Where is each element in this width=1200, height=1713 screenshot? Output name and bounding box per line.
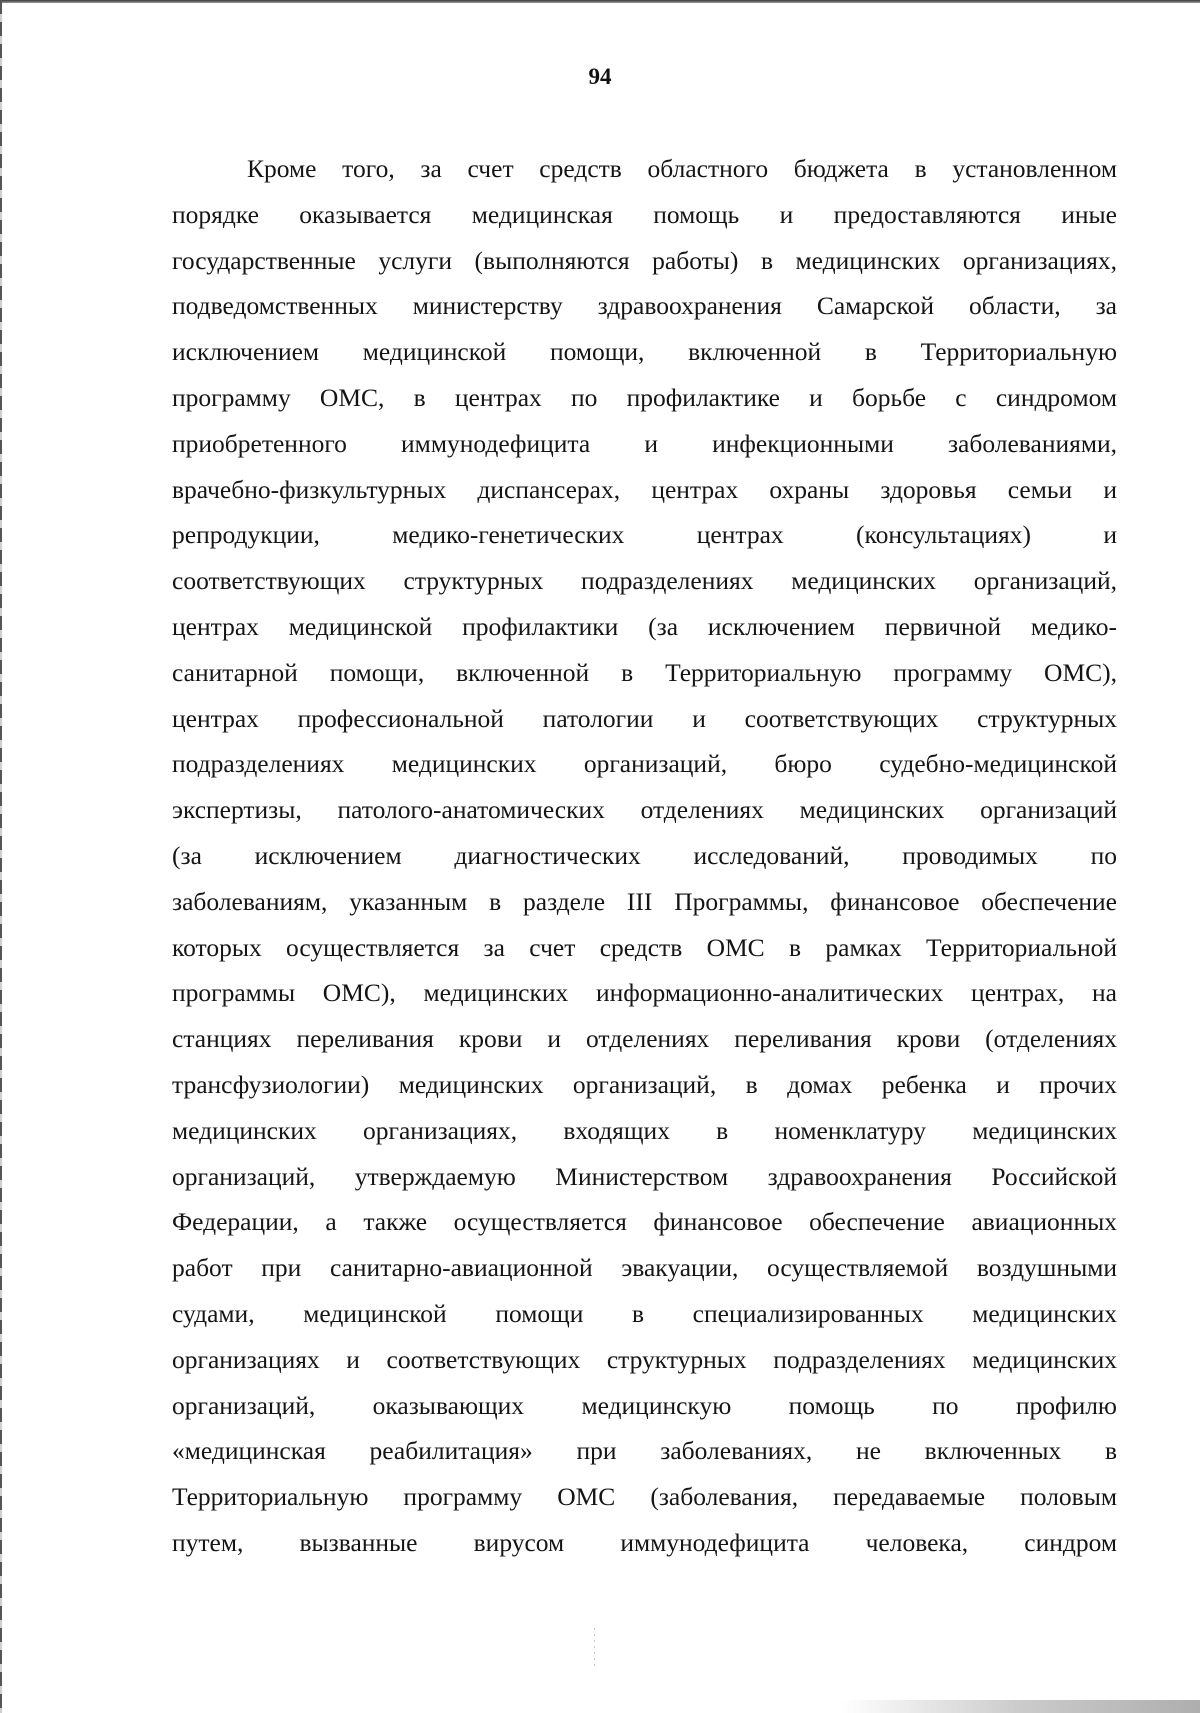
- scan-artifact: [594, 1628, 595, 1668]
- paragraph-line: порядке оказывается медицинская помощь и предоставляются иные: [172, 199, 1117, 229]
- paragraph-line: (за исключением диагностических исследований, проводимых по: [172, 840, 1117, 870]
- paragraph-line: Кроме того, за счет средств областного бюджета в установленном: [247, 154, 1117, 183]
- paragraph-line: заболеваниям, указанным в разделе III Программы, финансовое обеспечение: [172, 886, 1117, 916]
- paragraph-line: организаций, оказывающих медицинскую помощь по профилю: [172, 1390, 1117, 1420]
- paragraph-line: судами, медицинской помощи в специализированных медицинских: [172, 1298, 1117, 1328]
- paragraph-line: Территориальную программу ОМС (заболевания, передаваемые половым: [172, 1482, 1117, 1512]
- paragraph-line: центрах профессиональной патологии и соответствующих структурных: [172, 703, 1117, 733]
- paragraph-line: приобретенного иммунодефицита и инфекционными заболеваниями,: [172, 428, 1117, 458]
- scan-top-edge: [0, 0, 1200, 3]
- paragraph-line: путем, вызванные вирусом иммунодефицита человека, синдром: [172, 1527, 1117, 1557]
- paragraph-line: организациях и соответствующих структурных подразделениях медицинских: [172, 1344, 1117, 1374]
- paragraph-line: которых осуществляется за счет средств ОМС в рамках Территориальной: [172, 932, 1117, 962]
- paragraph-line: санитарной помощи, включенной в Территориальную программу ОМС),: [172, 657, 1117, 687]
- paragraph-line: репродукции, медико-генетических центрах (консультациях) и: [172, 520, 1117, 550]
- paragraph-line: станциях переливания крови и отделениях переливания крови (отделениях: [172, 1024, 1117, 1054]
- paragraph-line: программу ОМС, в центрах по профилактике и борьбе с синдромом: [172, 382, 1117, 412]
- paragraph-line: врачебно-физкультурных диспансерах, центрах охраны здоровья семьи и: [172, 474, 1117, 504]
- paragraph-line: соответствующих структурных подразделениях медицинских организаций,: [172, 566, 1117, 596]
- paragraph-line: трансфузиологии) медицинских организаций, в домах ребенка и прочих: [172, 1069, 1117, 1099]
- body-paragraph: [172, 146, 1117, 1566]
- page-number: 94: [588, 64, 612, 89]
- paragraph-line: подразделениях медицинских организаций, бюро судебно-медицинской: [172, 749, 1117, 779]
- paragraph-line: работ при санитарно-авиационной эвакуации, осуществляемой воздушными: [172, 1253, 1117, 1283]
- paragraph-line: центрах медицинской профилактики (за исключением первичной медико-: [172, 611, 1117, 641]
- paragraph-line: исключением медицинской помощи, включенной в Территориальную: [172, 337, 1117, 367]
- scan-left-edge: [0, 0, 2, 1713]
- paragraph-line: программы ОМС), медицинских информационно-аналитических центрах, на: [172, 978, 1117, 1008]
- paragraph-line: подведомственных министерству здравоохранения Самарской области, за: [172, 291, 1117, 321]
- paragraph-line: организаций, утверждаемую Министерством здравоохранения Российской: [172, 1161, 1117, 1191]
- paragraph-line: «медицинская реабилитация» при заболеваниях, не включенных в: [172, 1436, 1117, 1466]
- paragraph-line: экспертизы, патолого-анатомических отделениях медицинских организаций: [172, 795, 1117, 825]
- paragraph-line: медицинских организациях, входящих в номенклатуру медицинских: [172, 1115, 1117, 1145]
- paragraph-line: государственные услуги (выполняются работы) в медицинских организациях,: [172, 245, 1117, 275]
- scan-bottom-edge: [840, 1700, 1200, 1713]
- paragraph-line: Федерации, а также осуществляется финансовое обеспечение авиационных: [172, 1207, 1117, 1237]
